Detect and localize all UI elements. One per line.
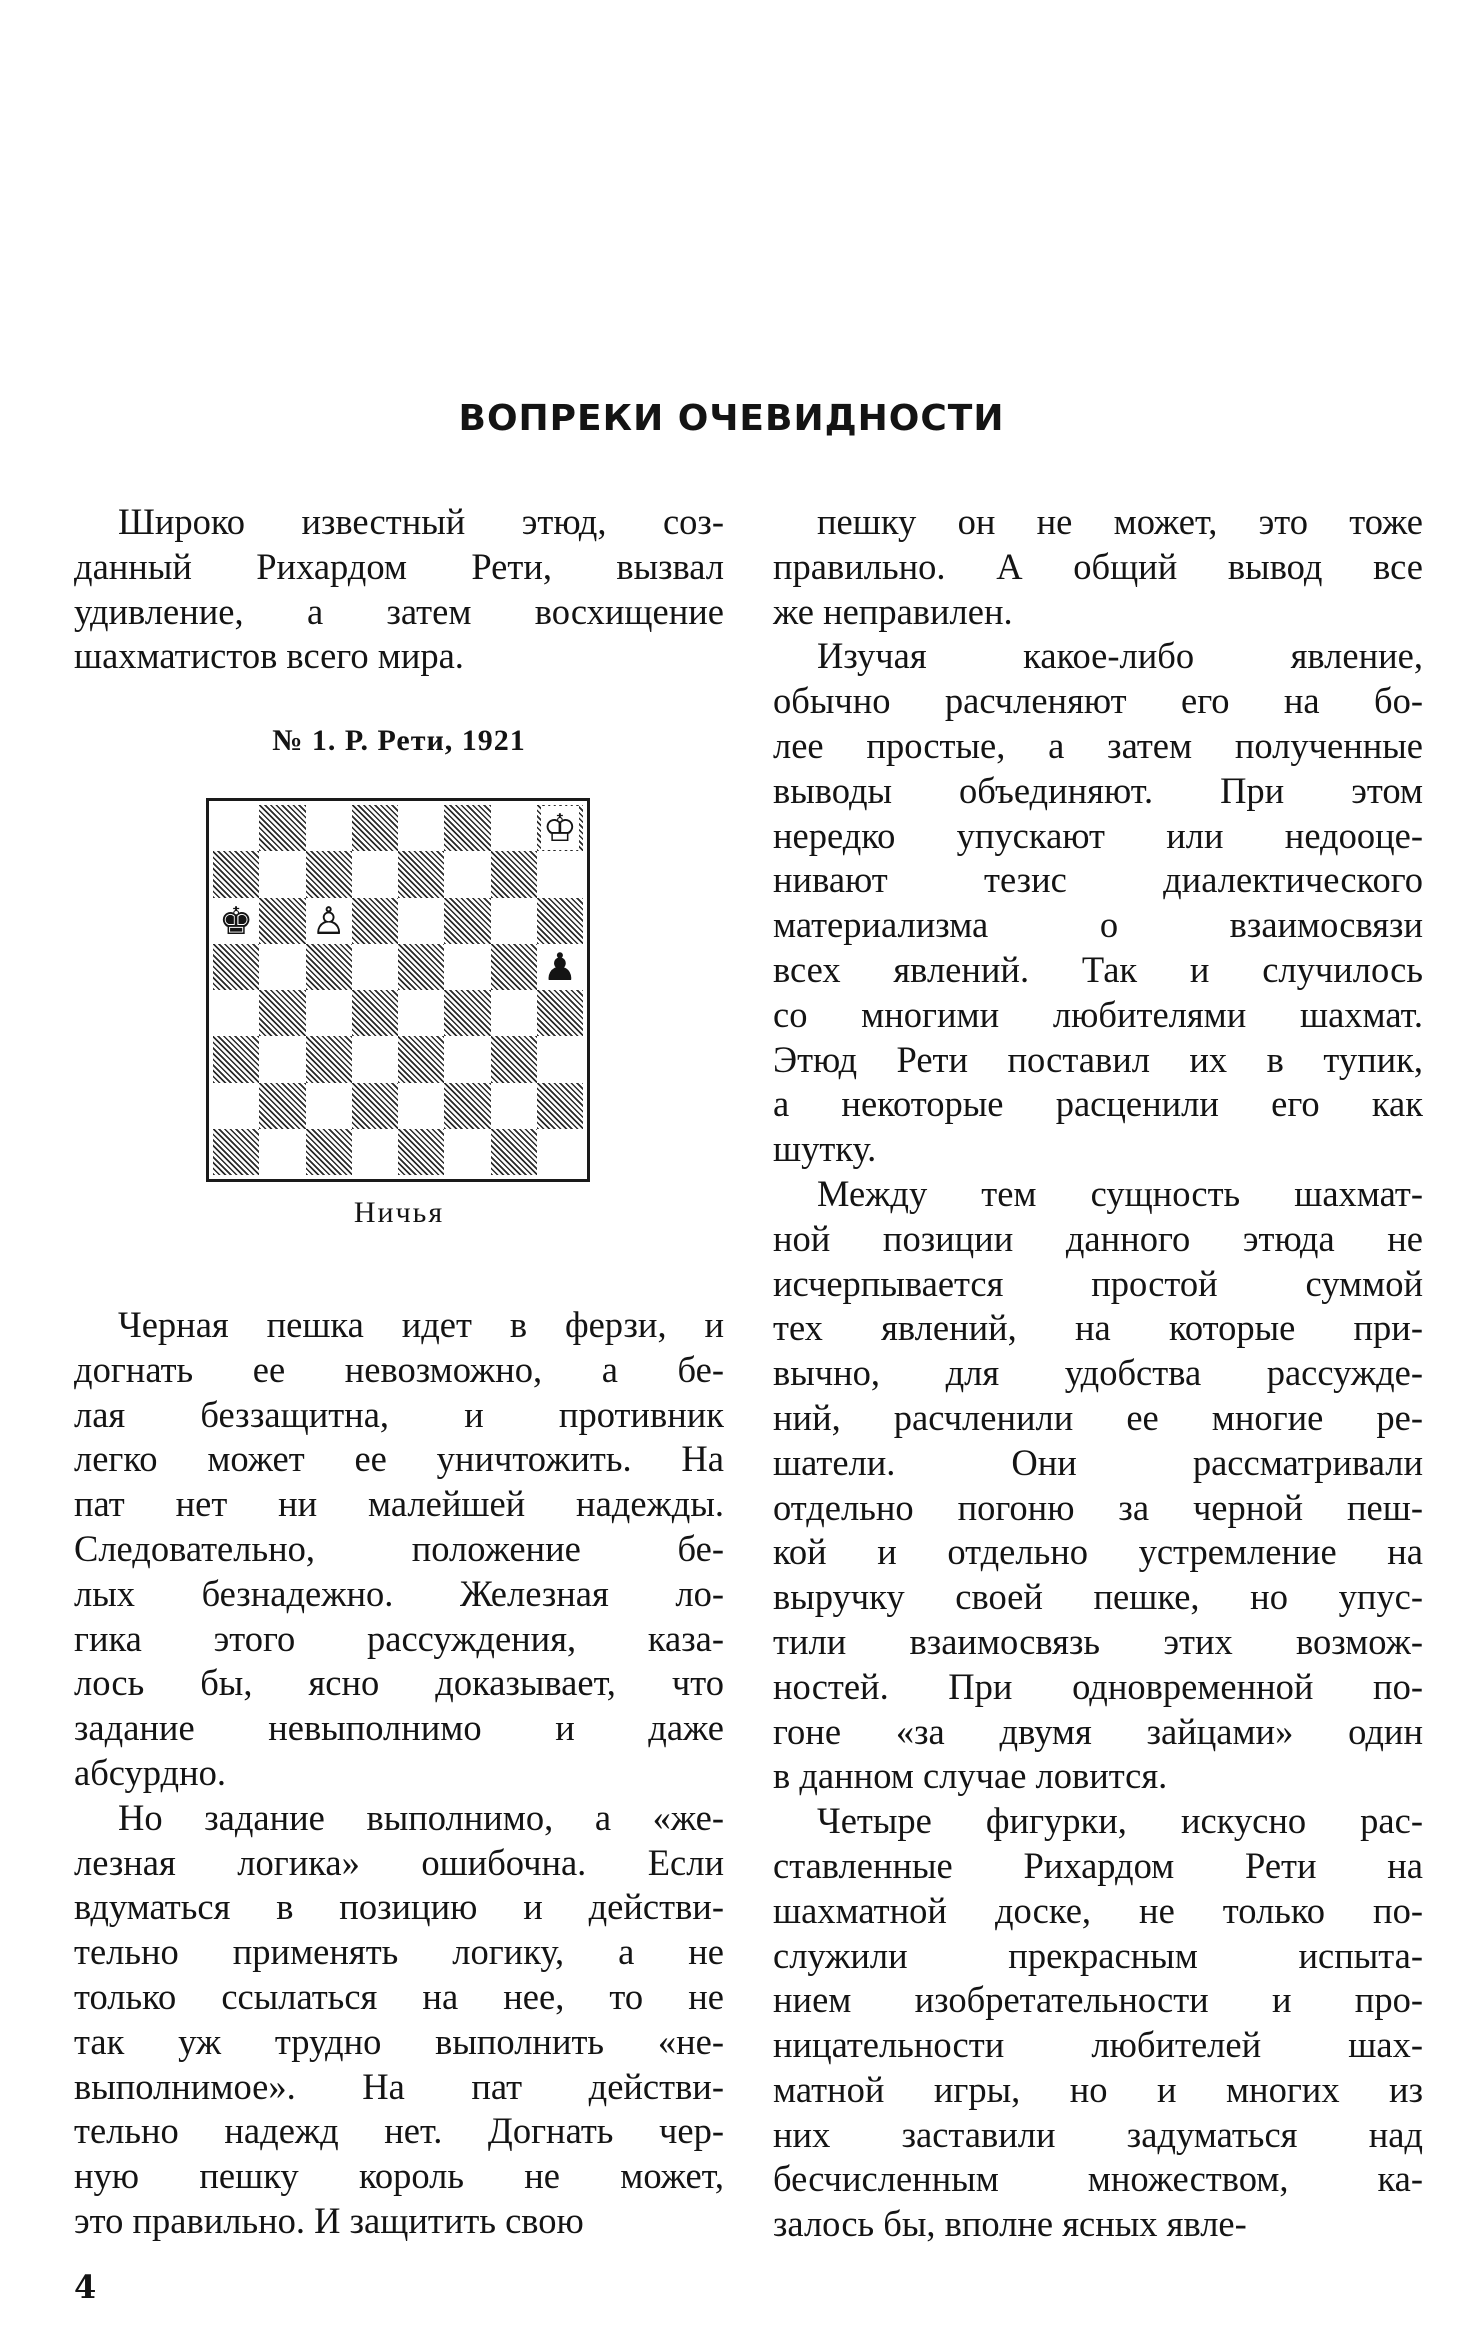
board-square	[537, 1036, 583, 1082]
text-line: всех явлений. Так и случилось	[773, 948, 1423, 990]
text-line: а некоторые расценили его как	[773, 1083, 1423, 1125]
paragraph	[773, 500, 1423, 634]
text-line: лых безнадежно. Железная ло-	[74, 1572, 724, 1614]
text-line: лее простые, а затем полученные	[773, 724, 1423, 766]
board-square	[259, 1036, 305, 1082]
board-square	[398, 851, 444, 897]
board-square	[259, 851, 305, 897]
text-line: ностей. При одновременной по-	[773, 1665, 1423, 1707]
text-line: ную пешку король не может,	[74, 2155, 724, 2197]
text-line: гика этого рассуждения, каза-	[74, 1617, 724, 1659]
text-line: лезная логика» ошибочна. Если	[74, 1841, 724, 1883]
board-square	[213, 1083, 259, 1129]
board-square	[444, 1083, 490, 1129]
text-line: в данном случае ловится.	[773, 1755, 1168, 1797]
text-line: пат нет ни малейшей надежды.	[74, 1483, 724, 1525]
text-line: Черная пешка идет в ферзи, и	[118, 1304, 724, 1345]
board-square	[444, 1129, 490, 1175]
page-number: 4	[74, 2268, 97, 2306]
chess-board	[213, 805, 583, 1175]
board-square	[537, 990, 583, 1036]
text-line: исчерпывается простой суммой	[773, 1262, 1423, 1304]
board-square	[306, 1129, 352, 1175]
text-line: нием изобретательности и про-	[773, 1979, 1423, 2021]
board-square	[213, 990, 259, 1036]
board-square	[306, 805, 352, 851]
text-line: тех явлений, на которые при-	[773, 1307, 1423, 1349]
paragraph	[773, 1799, 1423, 2247]
board-square	[398, 990, 444, 1036]
paragraph	[773, 1172, 1423, 1799]
board-square	[352, 898, 398, 944]
board-square	[398, 1129, 444, 1175]
board-square	[398, 1083, 444, 1129]
text-line: пешку он не может, это тоже	[817, 501, 1423, 542]
text-line: Между тем сущность шахмат-	[817, 1172, 1423, 1214]
board-square	[352, 1036, 398, 1082]
text-line: Широко известный этюд, соз-	[118, 501, 724, 542]
board-square	[444, 1036, 490, 1082]
text-line: материализма о взаимосвязи	[773, 904, 1423, 946]
board-square	[491, 1129, 537, 1175]
text-line: них заставили задуматься над	[773, 2113, 1423, 2155]
board-square	[259, 944, 305, 990]
board-square	[398, 805, 444, 851]
board-square	[352, 1129, 398, 1175]
paragraph	[74, 1796, 724, 2244]
board-square	[306, 1036, 352, 1082]
text-line: матной игры, но и многих из	[773, 2068, 1423, 2110]
text-line: шатели. Они рассматривали	[773, 1441, 1423, 1483]
chess-diagram	[206, 798, 590, 1182]
board-square	[491, 805, 537, 851]
board-square	[444, 944, 490, 990]
board-square	[352, 990, 398, 1036]
board-square	[398, 944, 444, 990]
board-square	[491, 1083, 537, 1129]
text-line: удивление, а затем восхищение	[74, 590, 724, 632]
text-line: догнать ее невозможно, а бе-	[74, 1348, 724, 1390]
text-line: лось бы, ясно доказывает, что	[74, 1662, 724, 1704]
paragraph	[773, 634, 1423, 1172]
text-line: шахматистов всего мира.	[74, 635, 464, 677]
text-line: шутку.	[773, 1128, 877, 1170]
text-line: же неправилен.	[773, 590, 1013, 632]
text-line: Этюд Рети поставил их в тупик,	[773, 1038, 1423, 1080]
text-line: лая беззащитна, и противник	[74, 1393, 724, 1435]
text-line: тельно применять логику, а не	[74, 1931, 724, 1973]
text-line: вычно, для удобства рассужде-	[773, 1352, 1423, 1394]
board-square	[398, 898, 444, 944]
text-line: тельно надежд нет. Догнать чер-	[74, 2110, 724, 2152]
board-square	[491, 944, 537, 990]
text-line: кой и отдельно устремление на	[773, 1531, 1423, 1573]
text-line: легко может ее уничтожить. На	[74, 1438, 724, 1480]
text-line: гоне «за двумя зайцами» один	[773, 1710, 1423, 1752]
board-square	[537, 851, 583, 897]
text-line: правильно. А общий вывод все	[773, 545, 1423, 587]
text-line: залось бы, вполне ясных явле-	[773, 2203, 1247, 2245]
board-square	[491, 851, 537, 897]
text-line: выполнимое». На пат действи-	[74, 2065, 724, 2107]
study-caption: № 1. Р. Рети, 1921	[272, 724, 526, 757]
white-king-icon: ♔	[542, 806, 577, 850]
board-square	[444, 851, 490, 897]
left-column-top	[74, 500, 724, 679]
text-line: только ссылаться на нее, то не	[74, 1975, 724, 2017]
paragraph	[74, 1303, 724, 1796]
right-column	[773, 500, 1423, 2247]
board-square	[259, 805, 305, 851]
board-square	[306, 990, 352, 1036]
text-line: ницательности любителей шах-	[773, 2024, 1423, 2066]
text-line: Изучая какое-либо явление,	[817, 635, 1423, 677]
white-pawn-icon: ♙	[311, 898, 346, 943]
board-square	[259, 1083, 305, 1129]
board-square	[213, 944, 259, 990]
board-square	[537, 1129, 583, 1175]
text-line: обычно расчленяют его на бо-	[773, 680, 1423, 722]
text-line: задание невыполнимо и даже	[74, 1707, 724, 1749]
text-line: ной позиции данного этюда не	[773, 1217, 1423, 1259]
paragraph	[74, 500, 724, 679]
board-square	[306, 851, 352, 897]
board-square	[352, 805, 398, 851]
text-line: выводы объединяют. При этом	[773, 769, 1423, 811]
text-line: шахматной доске, не только по-	[773, 1889, 1423, 1931]
board-square	[491, 990, 537, 1036]
board-square	[352, 944, 398, 990]
text-line: нивают тезис диалектического	[773, 859, 1423, 901]
black-king-icon: ♚	[219, 898, 254, 943]
board-square	[213, 1129, 259, 1175]
board-square	[306, 1083, 352, 1129]
board-square	[444, 805, 490, 851]
board-square	[491, 898, 537, 944]
text-line: нередко упускают или недооце-	[773, 814, 1423, 856]
board-square	[398, 1036, 444, 1082]
board-square	[352, 851, 398, 897]
text-line: служили прекрасным испыта-	[773, 1934, 1423, 1976]
text-line: тили взаимосвязь этих возмож-	[773, 1620, 1423, 1662]
text-line: Следовательно, положение бе-	[74, 1527, 724, 1569]
board-square	[444, 990, 490, 1036]
text-line: выручку своей пешке, но упус-	[773, 1576, 1423, 1618]
board-square	[213, 851, 259, 897]
page-title: ВОПРЕКИ ОЧЕВИДНОСТИ	[458, 398, 1005, 439]
board-square	[259, 898, 305, 944]
text-line: так уж трудно выполнить «не-	[74, 2020, 724, 2062]
board-square	[537, 1083, 583, 1129]
board-square	[306, 944, 352, 990]
text-line: отдельно погоню за черной пеш-	[773, 1486, 1423, 1528]
text-line: вдуматься в позицию и действи-	[74, 1886, 724, 1928]
board-square	[491, 1036, 537, 1082]
text-line: ставленные Рихардом Рети на	[773, 1844, 1423, 1886]
left-column-bottom	[74, 1303, 724, 2244]
text-line: со многими любителями шахмат.	[773, 993, 1423, 1035]
board-square	[444, 898, 490, 944]
board-square	[259, 990, 305, 1036]
board-square	[259, 1129, 305, 1175]
text-line: бесчисленным множеством, ка-	[773, 2158, 1423, 2200]
board-square	[213, 1036, 259, 1082]
text-line: Четыре фигурки, искусно рас-	[817, 1800, 1423, 1842]
board-square	[537, 898, 583, 944]
text-line: данный Рихардом Рети, вызвал	[74, 545, 724, 587]
board-square	[352, 1083, 398, 1129]
black-pawn-icon: ♟	[542, 944, 577, 989]
text-line: Но задание выполнимо, а «же-	[118, 1796, 724, 1838]
board-square	[213, 805, 259, 851]
text-line: абсурдно.	[74, 1751, 226, 1793]
study-result: Ничья	[353, 1196, 445, 1229]
text-line: ний, расчленили ее многие ре-	[773, 1396, 1423, 1438]
text-line: это правильно. И защитить свою	[74, 2199, 584, 2241]
